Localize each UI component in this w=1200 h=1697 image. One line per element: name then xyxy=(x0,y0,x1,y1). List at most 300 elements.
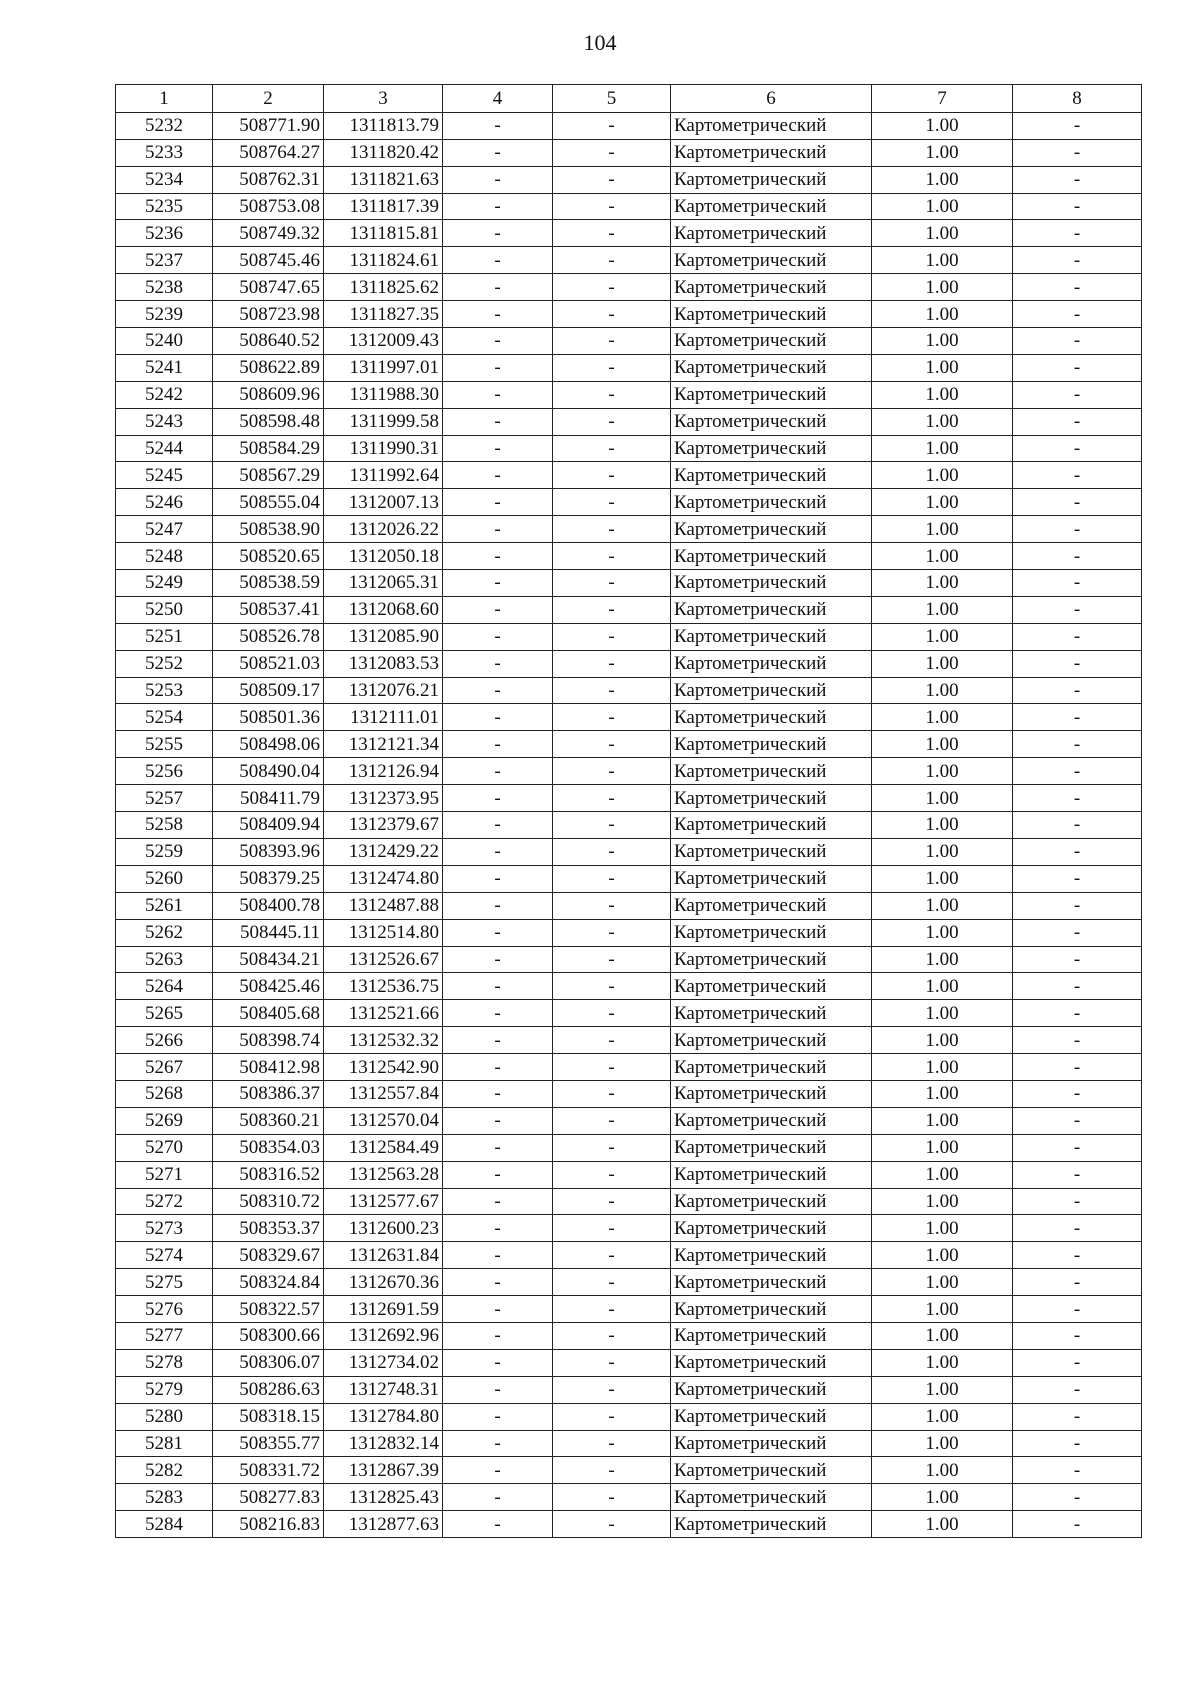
cell-col-4-value: - xyxy=(443,1511,553,1538)
cell-col-8-value: - xyxy=(1013,328,1142,355)
cell-col-5-value: - xyxy=(553,354,671,381)
cell-coord-x: 508445.11 xyxy=(213,919,324,946)
cell-coord-y: 1312429.22 xyxy=(324,838,443,865)
cell-coord-y: 1312692.96 xyxy=(324,1322,443,1349)
table-row xyxy=(116,1296,1142,1323)
cell-method: Картометрический xyxy=(671,139,872,166)
table-row xyxy=(116,892,1142,919)
cell-precision: 1.00 xyxy=(872,1054,1013,1081)
cell-col-8-value: - xyxy=(1013,1511,1142,1538)
cell-col-4-value: - xyxy=(443,1080,553,1107)
cell-point-number: 5283 xyxy=(116,1484,213,1511)
cell-coord-x: 508723.98 xyxy=(213,301,324,328)
cell-coord-x: 508425.46 xyxy=(213,973,324,1000)
cell-coord-y: 1312532.32 xyxy=(324,1027,443,1054)
cell-precision: 1.00 xyxy=(872,1349,1013,1376)
cell-method: Картометрический xyxy=(671,489,872,516)
cell-col-5-value: - xyxy=(553,1000,671,1027)
cell-col-5-value: - xyxy=(553,1296,671,1323)
cell-method: Картометрический xyxy=(671,758,872,785)
cell-col-5-value: - xyxy=(553,731,671,758)
table-row xyxy=(116,785,1142,812)
cell-precision: 1.00 xyxy=(872,543,1013,570)
cell-method: Картометрический xyxy=(671,973,872,1000)
cell-coord-y: 1312007.13 xyxy=(324,489,443,516)
cell-coord-y: 1312536.75 xyxy=(324,973,443,1000)
cell-col-4-value: - xyxy=(443,139,553,166)
header-col-2: 2 xyxy=(213,85,324,113)
cell-point-number: 5268 xyxy=(116,1080,213,1107)
cell-coord-y: 1311817.39 xyxy=(324,193,443,220)
cell-col-5-value: - xyxy=(553,812,671,839)
cell-coord-y: 1312670.36 xyxy=(324,1269,443,1296)
cell-coord-x: 508353.37 xyxy=(213,1215,324,1242)
cell-coord-y: 1312026.22 xyxy=(324,516,443,543)
cell-col-8-value: - xyxy=(1013,973,1142,1000)
cell-point-number: 5271 xyxy=(116,1161,213,1188)
cell-col-8-value: - xyxy=(1013,408,1142,435)
cell-method: Картометрический xyxy=(671,1322,872,1349)
table-row xyxy=(116,596,1142,623)
cell-col-5-value: - xyxy=(553,435,671,462)
cell-point-number: 5280 xyxy=(116,1403,213,1430)
cell-col-8-value: - xyxy=(1013,650,1142,677)
cell-col-4-value: - xyxy=(443,838,553,865)
cell-col-4-value: - xyxy=(443,112,553,139)
cell-method: Картометрический xyxy=(671,543,872,570)
cell-col-4-value: - xyxy=(443,731,553,758)
cell-precision: 1.00 xyxy=(872,973,1013,1000)
cell-col-5-value: - xyxy=(553,1403,671,1430)
cell-coord-x: 508322.57 xyxy=(213,1296,324,1323)
cell-col-4-value: - xyxy=(443,1107,553,1134)
cell-point-number: 5245 xyxy=(116,462,213,489)
cell-method: Картометрический xyxy=(671,785,872,812)
cell-col-5-value: - xyxy=(553,570,671,597)
cell-method: Картометрический xyxy=(671,677,872,704)
cell-col-5-value: - xyxy=(553,1376,671,1403)
table-row xyxy=(116,865,1142,892)
cell-col-8-value: - xyxy=(1013,704,1142,731)
cell-coord-x: 508354.03 xyxy=(213,1134,324,1161)
cell-point-number: 5274 xyxy=(116,1242,213,1269)
cell-col-8-value: - xyxy=(1013,1215,1142,1242)
table-row xyxy=(116,1161,1142,1188)
cell-point-number: 5233 xyxy=(116,139,213,166)
cell-col-5-value: - xyxy=(553,1430,671,1457)
cell-method: Картометрический xyxy=(671,220,872,247)
cell-col-4-value: - xyxy=(443,408,553,435)
cell-coord-x: 508409.94 xyxy=(213,812,324,839)
cell-col-8-value: - xyxy=(1013,785,1142,812)
cell-col-5-value: - xyxy=(553,247,671,274)
table-row xyxy=(116,731,1142,758)
cell-precision: 1.00 xyxy=(872,892,1013,919)
table-row xyxy=(116,838,1142,865)
cell-method: Картометрический xyxy=(671,435,872,462)
cell-method: Картометрический xyxy=(671,166,872,193)
cell-precision: 1.00 xyxy=(872,946,1013,973)
cell-col-4-value: - xyxy=(443,704,553,731)
cell-precision: 1.00 xyxy=(872,1296,1013,1323)
table-row xyxy=(116,570,1142,597)
cell-method: Картометрический xyxy=(671,328,872,355)
cell-col-5-value: - xyxy=(553,1484,671,1511)
table-row xyxy=(116,354,1142,381)
cell-method: Картометрический xyxy=(671,1430,872,1457)
cell-method: Картометрический xyxy=(671,596,872,623)
cell-point-number: 5251 xyxy=(116,623,213,650)
cell-method: Картометрический xyxy=(671,462,872,489)
cell-point-number: 5275 xyxy=(116,1269,213,1296)
cell-method: Картометрический xyxy=(671,1457,872,1484)
cell-col-4-value: - xyxy=(443,543,553,570)
cell-coord-x: 508764.27 xyxy=(213,139,324,166)
cell-coord-x: 508584.29 xyxy=(213,435,324,462)
cell-method: Картометрический xyxy=(671,1027,872,1054)
cell-precision: 1.00 xyxy=(872,650,1013,677)
cell-col-5-value: - xyxy=(553,381,671,408)
table-row xyxy=(116,462,1142,489)
cell-col-4-value: - xyxy=(443,973,553,1000)
cell-col-4-value: - xyxy=(443,220,553,247)
cell-col-5-value: - xyxy=(553,892,671,919)
cell-col-5-value: - xyxy=(553,865,671,892)
cell-method: Картометрический xyxy=(671,1296,872,1323)
cell-col-4-value: - xyxy=(443,166,553,193)
cell-point-number: 5257 xyxy=(116,785,213,812)
cell-col-5-value: - xyxy=(553,1242,671,1269)
cell-precision: 1.00 xyxy=(872,1269,1013,1296)
cell-precision: 1.00 xyxy=(872,838,1013,865)
table-row xyxy=(116,1054,1142,1081)
cell-col-8-value: - xyxy=(1013,758,1142,785)
cell-precision: 1.00 xyxy=(872,731,1013,758)
cell-col-8-value: - xyxy=(1013,193,1142,220)
cell-col-4-value: - xyxy=(443,1403,553,1430)
cell-col-8-value: - xyxy=(1013,1242,1142,1269)
cell-coord-y: 1312050.18 xyxy=(324,543,443,570)
cell-method: Картометрический xyxy=(671,650,872,677)
cell-precision: 1.00 xyxy=(872,1242,1013,1269)
cell-coord-y: 1312521.66 xyxy=(324,1000,443,1027)
cell-col-4-value: - xyxy=(443,1027,553,1054)
table-row xyxy=(116,489,1142,516)
cell-coord-x: 508537.41 xyxy=(213,596,324,623)
cell-col-8-value: - xyxy=(1013,1054,1142,1081)
cell-coord-y: 1311827.35 xyxy=(324,301,443,328)
table-row xyxy=(116,1107,1142,1134)
cell-coord-y: 1311813.79 xyxy=(324,112,443,139)
table-row xyxy=(116,435,1142,462)
cell-col-8-value: - xyxy=(1013,865,1142,892)
cell-col-4-value: - xyxy=(443,650,553,677)
cell-coord-x: 508318.15 xyxy=(213,1403,324,1430)
cell-coord-x: 508398.74 xyxy=(213,1027,324,1054)
cell-col-8-value: - xyxy=(1013,623,1142,650)
table-row xyxy=(116,1027,1142,1054)
cell-col-8-value: - xyxy=(1013,1080,1142,1107)
cell-coord-y: 1311997.01 xyxy=(324,354,443,381)
table-row xyxy=(116,408,1142,435)
cell-coord-y: 1312577.67 xyxy=(324,1188,443,1215)
cell-coord-x: 508555.04 xyxy=(213,489,324,516)
cell-method: Картометрический xyxy=(671,1134,872,1161)
cell-point-number: 5255 xyxy=(116,731,213,758)
cell-point-number: 5281 xyxy=(116,1430,213,1457)
table-row xyxy=(116,812,1142,839)
cell-precision: 1.00 xyxy=(872,919,1013,946)
cell-coord-y: 1312877.63 xyxy=(324,1511,443,1538)
cell-point-number: 5270 xyxy=(116,1134,213,1161)
cell-coord-x: 508747.65 xyxy=(213,274,324,301)
cell-method: Картометрический xyxy=(671,946,872,973)
cell-precision: 1.00 xyxy=(872,1376,1013,1403)
cell-precision: 1.00 xyxy=(872,381,1013,408)
cell-coord-x: 508526.78 xyxy=(213,623,324,650)
cell-col-4-value: - xyxy=(443,1215,553,1242)
cell-precision: 1.00 xyxy=(872,865,1013,892)
cell-precision: 1.00 xyxy=(872,623,1013,650)
cell-col-8-value: - xyxy=(1013,1322,1142,1349)
cell-method: Картометрический xyxy=(671,865,872,892)
cell-method: Картометрический xyxy=(671,516,872,543)
cell-col-5-value: - xyxy=(553,1027,671,1054)
cell-coord-x: 508306.07 xyxy=(213,1349,324,1376)
cell-precision: 1.00 xyxy=(872,1000,1013,1027)
cell-col-5-value: - xyxy=(553,650,671,677)
cell-col-8-value: - xyxy=(1013,1296,1142,1323)
cell-coord-y: 1311821.63 xyxy=(324,166,443,193)
cell-col-4-value: - xyxy=(443,489,553,516)
cell-method: Картометрический xyxy=(671,623,872,650)
cell-coord-x: 508771.90 xyxy=(213,112,324,139)
cell-coord-y: 1311825.62 xyxy=(324,274,443,301)
cell-col-8-value: - xyxy=(1013,247,1142,274)
cell-precision: 1.00 xyxy=(872,677,1013,704)
table-row xyxy=(116,112,1142,139)
cell-precision: 1.00 xyxy=(872,247,1013,274)
cell-precision: 1.00 xyxy=(872,1027,1013,1054)
cell-col-8-value: - xyxy=(1013,543,1142,570)
cell-coord-x: 508393.96 xyxy=(213,838,324,865)
cell-col-8-value: - xyxy=(1013,1376,1142,1403)
cell-col-4-value: - xyxy=(443,758,553,785)
cell-col-4-value: - xyxy=(443,516,553,543)
cell-col-8-value: - xyxy=(1013,274,1142,301)
cell-col-4-value: - xyxy=(443,354,553,381)
cell-point-number: 5262 xyxy=(116,919,213,946)
table-row xyxy=(116,1457,1142,1484)
cell-col-8-value: - xyxy=(1013,919,1142,946)
cell-precision: 1.00 xyxy=(872,1215,1013,1242)
cell-coord-x: 508434.21 xyxy=(213,946,324,973)
cell-precision: 1.00 xyxy=(872,328,1013,355)
cell-col-5-value: - xyxy=(553,1054,671,1081)
cell-col-5-value: - xyxy=(553,408,671,435)
page-number: 104 xyxy=(583,30,617,55)
cell-col-4-value: - xyxy=(443,1349,553,1376)
table-row xyxy=(116,543,1142,570)
cell-coord-x: 508749.32 xyxy=(213,220,324,247)
cell-col-5-value: - xyxy=(553,274,671,301)
cell-point-number: 5242 xyxy=(116,381,213,408)
table-row xyxy=(116,301,1142,328)
cell-precision: 1.00 xyxy=(872,462,1013,489)
header-col-7: 7 xyxy=(872,85,1013,113)
cell-col-4-value: - xyxy=(443,328,553,355)
cell-method: Картометрический xyxy=(671,1242,872,1269)
cell-coord-x: 508598.48 xyxy=(213,408,324,435)
cell-col-8-value: - xyxy=(1013,677,1142,704)
cell-col-8-value: - xyxy=(1013,1027,1142,1054)
cell-precision: 1.00 xyxy=(872,166,1013,193)
cell-point-number: 5265 xyxy=(116,1000,213,1027)
cell-col-8-value: - xyxy=(1013,166,1142,193)
cell-coord-y: 1312009.43 xyxy=(324,328,443,355)
cell-col-5-value: - xyxy=(553,516,671,543)
table-row xyxy=(116,704,1142,731)
cell-point-number: 5273 xyxy=(116,1215,213,1242)
cell-col-4-value: - xyxy=(443,785,553,812)
cell-method: Картометрический xyxy=(671,1349,872,1376)
cell-point-number: 5282 xyxy=(116,1457,213,1484)
cell-col-8-value: - xyxy=(1013,1430,1142,1457)
table-row xyxy=(116,1349,1142,1376)
cell-coord-y: 1312126.94 xyxy=(324,758,443,785)
cell-point-number: 5272 xyxy=(116,1188,213,1215)
cell-col-5-value: - xyxy=(553,946,671,973)
cell-coord-y: 1311988.30 xyxy=(324,381,443,408)
cell-coord-x: 508216.83 xyxy=(213,1511,324,1538)
cell-precision: 1.00 xyxy=(872,220,1013,247)
cell-col-5-value: - xyxy=(553,919,671,946)
cell-col-8-value: - xyxy=(1013,301,1142,328)
cell-method: Картометрический xyxy=(671,247,872,274)
cell-col-8-value: - xyxy=(1013,1000,1142,1027)
cell-point-number: 5254 xyxy=(116,704,213,731)
cell-point-number: 5261 xyxy=(116,892,213,919)
cell-method: Картометрический xyxy=(671,1484,872,1511)
cell-point-number: 5237 xyxy=(116,247,213,274)
cell-method: Картометрический xyxy=(671,1188,872,1215)
cell-coord-y: 1312734.02 xyxy=(324,1349,443,1376)
cell-col-8-value: - xyxy=(1013,139,1142,166)
cell-col-4-value: - xyxy=(443,677,553,704)
table-row xyxy=(116,1080,1142,1107)
cell-coord-x: 508405.68 xyxy=(213,1000,324,1027)
table-row xyxy=(116,650,1142,677)
cell-col-5-value: - xyxy=(553,1161,671,1188)
cell-col-8-value: - xyxy=(1013,1269,1142,1296)
cell-method: Картометрический xyxy=(671,354,872,381)
cell-precision: 1.00 xyxy=(872,1322,1013,1349)
header-col-4: 4 xyxy=(443,85,553,113)
cell-precision: 1.00 xyxy=(872,193,1013,220)
cell-col-4-value: - xyxy=(443,570,553,597)
cell-point-number: 5243 xyxy=(116,408,213,435)
cell-precision: 1.00 xyxy=(872,408,1013,435)
cell-coord-x: 508567.29 xyxy=(213,462,324,489)
cell-col-8-value: - xyxy=(1013,354,1142,381)
cell-col-4-value: - xyxy=(443,1188,553,1215)
cell-coord-x: 508286.63 xyxy=(213,1376,324,1403)
cell-coord-x: 508411.79 xyxy=(213,785,324,812)
cell-col-4-value: - xyxy=(443,1134,553,1161)
cell-coord-x: 508538.90 xyxy=(213,516,324,543)
cell-coord-y: 1311992.64 xyxy=(324,462,443,489)
cell-method: Картометрический xyxy=(671,919,872,946)
cell-col-5-value: - xyxy=(553,462,671,489)
table-row xyxy=(116,1376,1142,1403)
cell-coord-x: 508412.98 xyxy=(213,1054,324,1081)
cell-col-4-value: - xyxy=(443,274,553,301)
cell-coord-x: 508745.46 xyxy=(213,247,324,274)
cell-method: Картометрический xyxy=(671,1511,872,1538)
cell-coord-y: 1312631.84 xyxy=(324,1242,443,1269)
cell-col-5-value: - xyxy=(553,1134,671,1161)
cell-point-number: 5259 xyxy=(116,838,213,865)
cell-col-5-value: - xyxy=(553,785,671,812)
cell-coord-y: 1312373.95 xyxy=(324,785,443,812)
cell-col-4-value: - xyxy=(443,865,553,892)
cell-method: Картометрический xyxy=(671,1000,872,1027)
table-row xyxy=(116,919,1142,946)
cell-col-8-value: - xyxy=(1013,1403,1142,1430)
cell-precision: 1.00 xyxy=(872,812,1013,839)
cell-col-8-value: - xyxy=(1013,812,1142,839)
cell-point-number: 5267 xyxy=(116,1054,213,1081)
cell-coord-y: 1311815.81 xyxy=(324,220,443,247)
cell-precision: 1.00 xyxy=(872,1511,1013,1538)
cell-coord-x: 508538.59 xyxy=(213,570,324,597)
cell-col-8-value: - xyxy=(1013,462,1142,489)
cell-col-8-value: - xyxy=(1013,1484,1142,1511)
cell-col-4-value: - xyxy=(443,381,553,408)
cell-col-4-value: - xyxy=(443,919,553,946)
cell-col-8-value: - xyxy=(1013,1161,1142,1188)
table-row xyxy=(116,1430,1142,1457)
cell-col-5-value: - xyxy=(553,489,671,516)
cell-coord-y: 1312065.31 xyxy=(324,570,443,597)
cell-coord-y: 1312474.80 xyxy=(324,865,443,892)
cell-point-number: 5238 xyxy=(116,274,213,301)
cell-coord-y: 1312832.14 xyxy=(324,1430,443,1457)
cell-method: Картометрический xyxy=(671,812,872,839)
table-row xyxy=(116,758,1142,785)
cell-coord-y: 1312526.67 xyxy=(324,946,443,973)
cell-coord-x: 508316.52 xyxy=(213,1161,324,1188)
cell-precision: 1.00 xyxy=(872,1430,1013,1457)
cell-point-number: 5249 xyxy=(116,570,213,597)
cell-col-4-value: - xyxy=(443,1296,553,1323)
cell-col-8-value: - xyxy=(1013,1134,1142,1161)
cell-precision: 1.00 xyxy=(872,704,1013,731)
cell-point-number: 5260 xyxy=(116,865,213,892)
table-row xyxy=(116,1000,1142,1027)
table-row xyxy=(116,677,1142,704)
cell-method: Картометрический xyxy=(671,274,872,301)
cell-coord-y: 1312825.43 xyxy=(324,1484,443,1511)
cell-precision: 1.00 xyxy=(872,1188,1013,1215)
cell-col-8-value: - xyxy=(1013,489,1142,516)
cell-coord-y: 1312542.90 xyxy=(324,1054,443,1081)
table-row xyxy=(116,220,1142,247)
cell-col-5-value: - xyxy=(553,1269,671,1296)
cell-col-8-value: - xyxy=(1013,516,1142,543)
cell-col-5-value: - xyxy=(553,1188,671,1215)
cell-col-8-value: - xyxy=(1013,596,1142,623)
